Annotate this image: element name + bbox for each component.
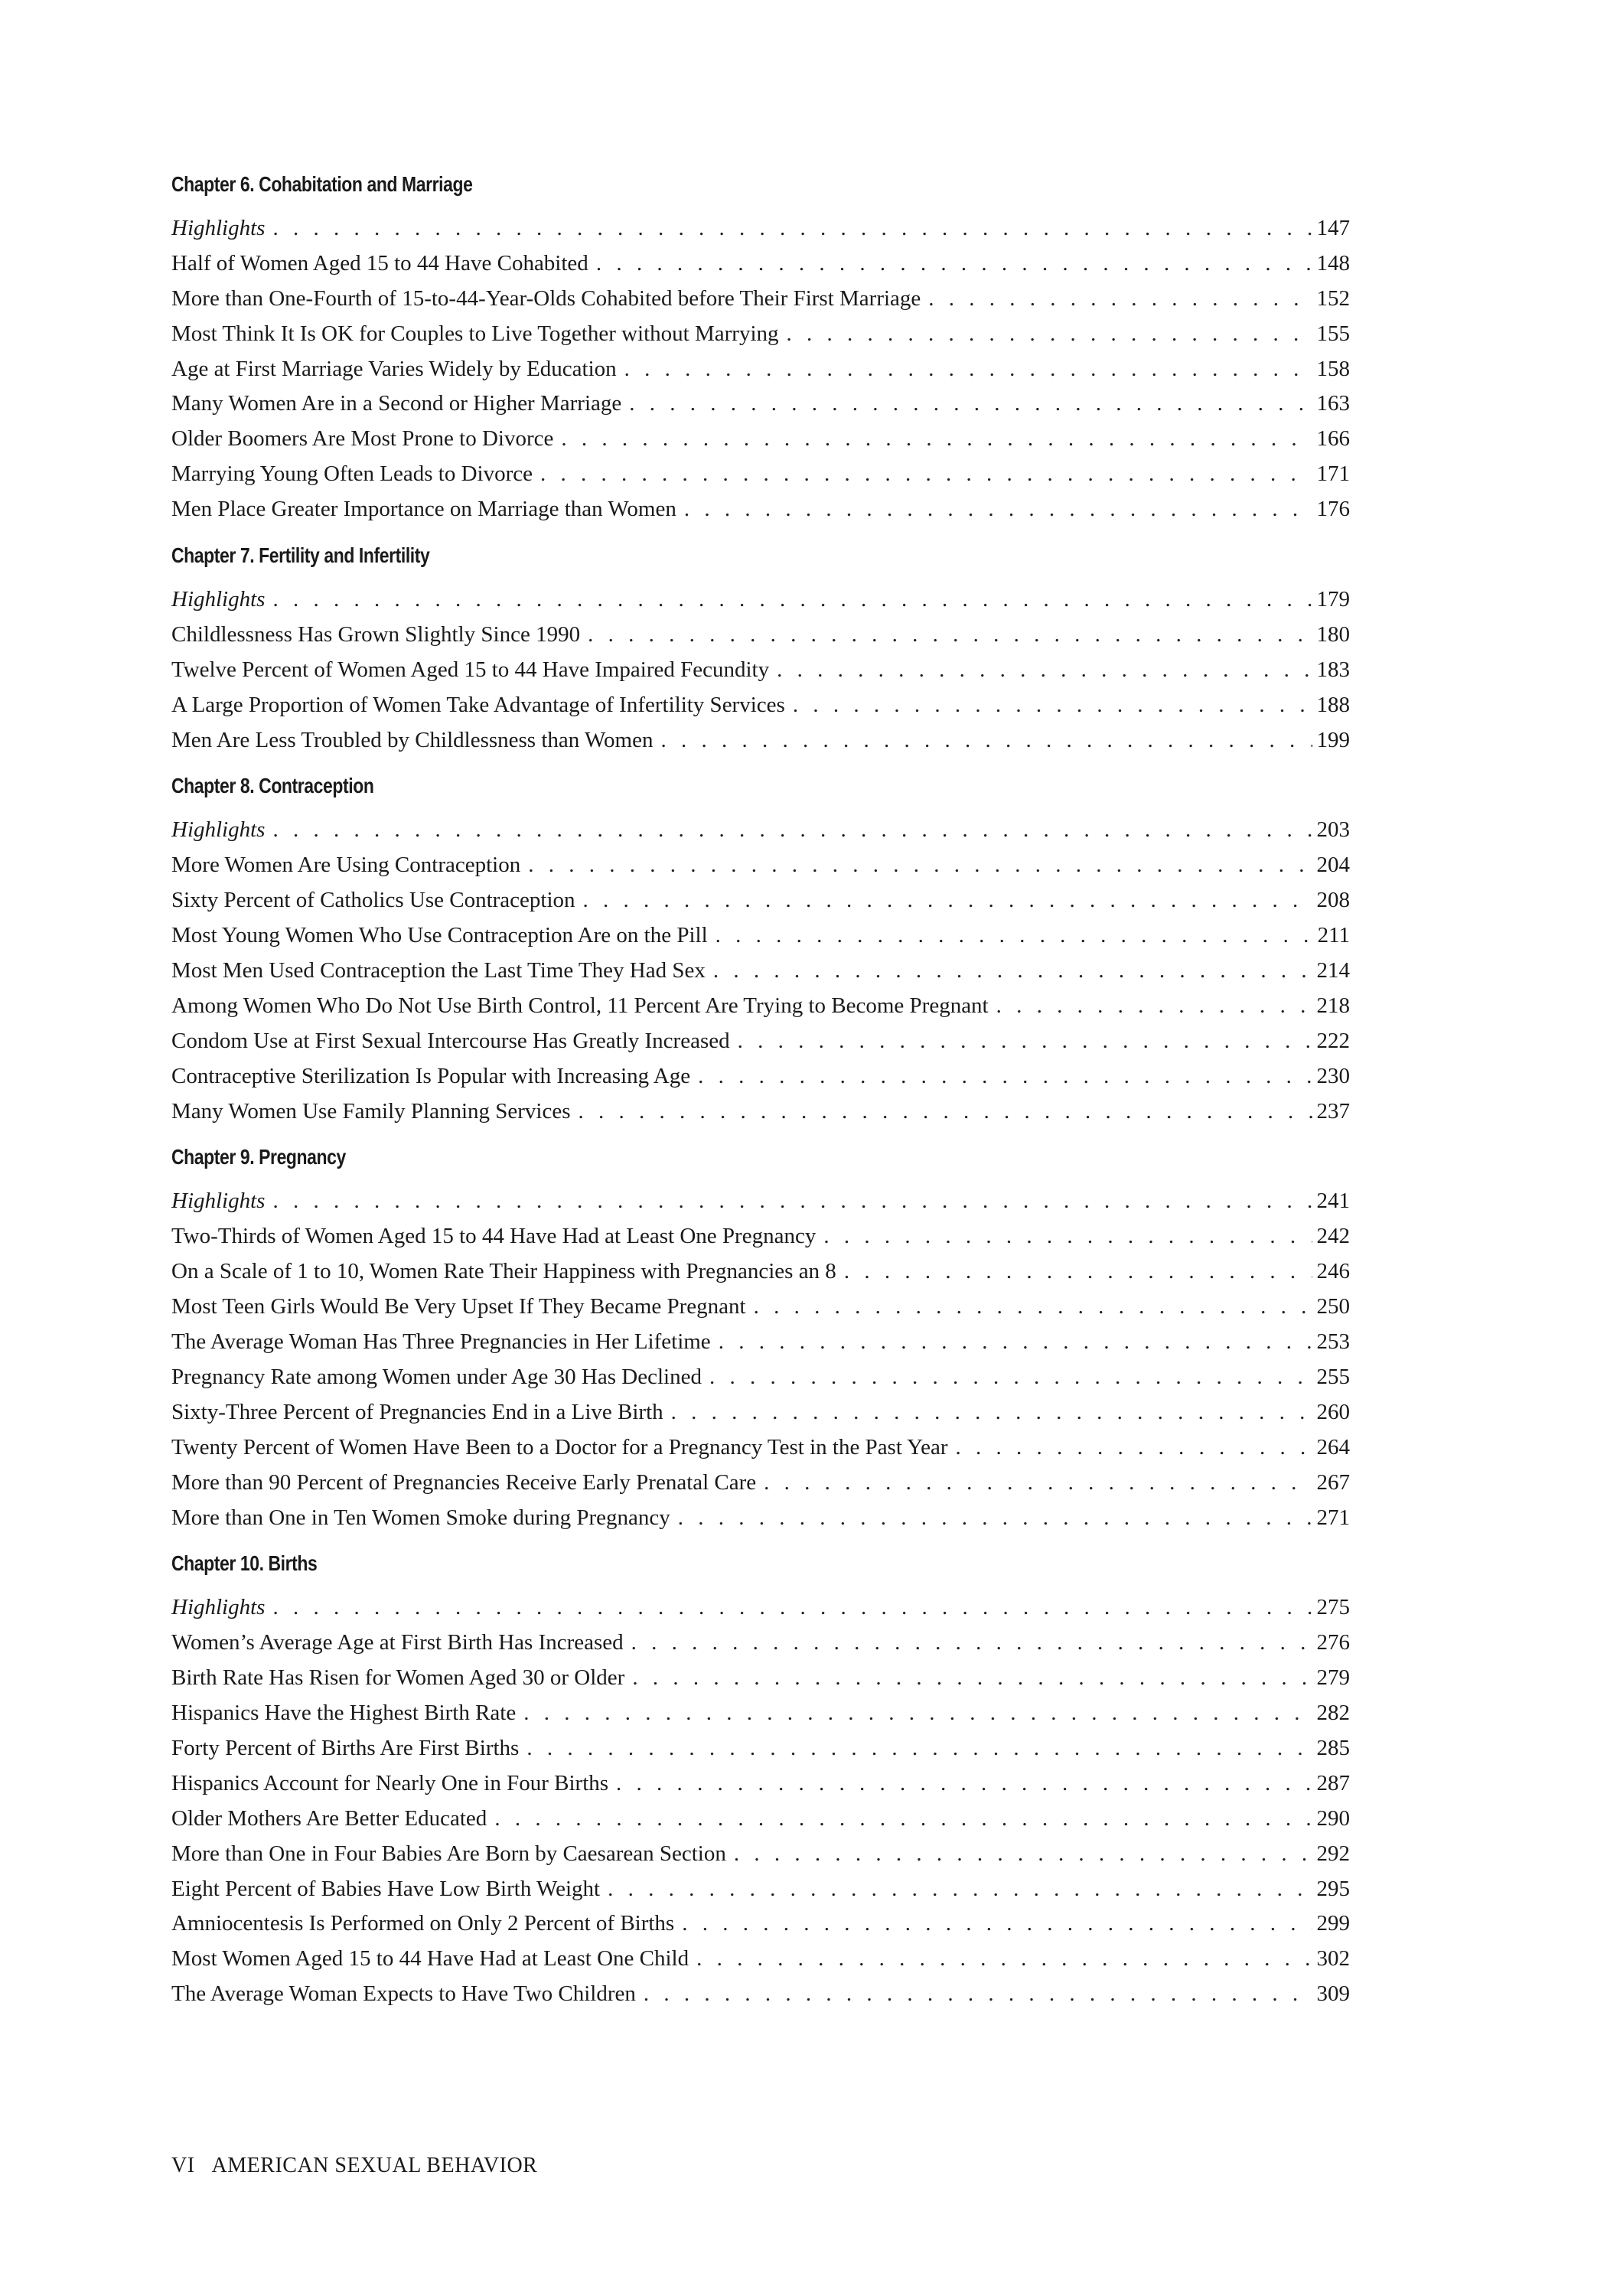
toc-entry-title: Hispanics Have the Highest Birth Rate: [171, 1701, 517, 1726]
toc-entry[interactable]: [171, 688, 1350, 723]
dot-leader: [671, 1395, 1312, 1430]
toc-entry-title: Highlights: [171, 817, 266, 843]
toc-entry-page-number: 246: [1316, 1259, 1350, 1284]
dot-leader: [624, 352, 1312, 387]
toc-entry-title: Men Place Greater Importance on Marriage than Women: [171, 497, 676, 522]
toc-entry-title: Older Mothers Are Better Educated: [171, 1805, 487, 1831]
toc-entry[interactable]: [171, 1802, 1350, 1837]
table-of-contents: [171, 167, 1350, 2012]
dot-leader: [644, 1977, 1312, 2012]
toc-entry-page-number: 264: [1316, 1434, 1350, 1459]
dot-leader: [713, 954, 1312, 989]
chapter-section: [171, 1140, 1350, 1535]
toc-entry-page-number: 230: [1316, 1063, 1350, 1088]
toc-entry[interactable]: [171, 282, 1350, 317]
toc-entry[interactable]: [171, 1325, 1350, 1360]
toc-entry[interactable]: [171, 1837, 1350, 1872]
toc-entry-title: Most Young Women Who Use Contraception Are on the Pill: [171, 923, 708, 948]
toc-entry[interactable]: [171, 883, 1350, 918]
toc-entry-title: Many Women Are in a Second or Higher Marriage: [171, 391, 622, 416]
toc-entry[interactable]: [171, 954, 1350, 989]
toc-entry-title: Pregnancy Rate among Women under Age 30 Has Declined: [171, 1364, 702, 1389]
toc-entry-page-number: 276: [1316, 1630, 1350, 1655]
dot-leader: [678, 1501, 1312, 1536]
toc-entry[interactable]: [171, 1942, 1350, 1977]
toc-entry-title: Forty Percent of Births Are First Births: [171, 1735, 520, 1760]
toc-entry-title: Men Are Less Troubled by Childlessness than Women: [171, 727, 654, 752]
dot-leader: [526, 1731, 1312, 1766]
toc-entry-page-number: 163: [1316, 391, 1350, 416]
toc-entry-page-number: 152: [1316, 285, 1350, 311]
toc-entry-page-number: 250: [1316, 1294, 1350, 1319]
chapter-heading: Chapter 9. Pregnancy: [171, 1145, 346, 1169]
toc-entry-title: More than One-Fourth of 15-to-44-Year-Olds Cohabited before Their First Marriage: [171, 285, 921, 311]
chapter-heading: Chapter 8. Contraception: [171, 774, 374, 798]
toc-entry-page-number: 260: [1316, 1399, 1350, 1424]
toc-entry[interactable]: [171, 1059, 1350, 1094]
dot-leader: [616, 1766, 1312, 1802]
toc-entry[interactable]: [171, 848, 1350, 883]
toc-entry-page-number: 242: [1316, 1224, 1350, 1249]
toc-entry[interactable]: [171, 918, 1350, 954]
toc-entry-title: Highlights: [171, 1595, 266, 1620]
toc-entry[interactable]: [171, 352, 1350, 387]
toc-entry-page-number: 211: [1317, 923, 1350, 948]
toc-entry[interactable]: [171, 211, 1350, 246]
chapter-heading: Chapter 6. Cohabitation and Marriage: [171, 172, 473, 196]
toc-entry[interactable]: [171, 1977, 1350, 2012]
toc-entry-page-number: 241: [1316, 1189, 1350, 1214]
toc-entry-title: Half of Women Aged 15 to 44 Have Cohabited: [171, 250, 588, 276]
dot-leader: [588, 618, 1312, 653]
toc-entry-title: More than One in Four Babies Are Born by Caesarean Section: [171, 1841, 726, 1866]
toc-entry[interactable]: [171, 1094, 1350, 1130]
toc-entry-title: Age at First Marriage Varies Widely by Education: [171, 356, 617, 381]
toc-entry-page-number: 279: [1316, 1665, 1350, 1691]
toc-entry-title: Contraceptive Sterilization Is Popular with Increasing Age: [171, 1063, 691, 1088]
dot-leader: [754, 1290, 1312, 1325]
page-footer: [171, 2154, 537, 2178]
toc-entry[interactable]: [171, 989, 1350, 1024]
toc-entry[interactable]: [171, 492, 1350, 527]
dot-leader: [660, 723, 1312, 758]
toc-entry[interactable]: [171, 1731, 1350, 1766]
dot-leader: [583, 883, 1312, 918]
chapter-section: [171, 538, 1350, 758]
toc-entry-page-number: 275: [1316, 1595, 1350, 1620]
dot-leader: [777, 653, 1312, 688]
toc-entry[interactable]: [171, 422, 1350, 457]
dot-leader: [956, 1430, 1312, 1466]
dot-leader: [631, 1626, 1312, 1661]
toc-entry-title: On a Scale of 1 to 10, Women Rate Their Happiness with Pregnancies an 8: [171, 1259, 836, 1284]
dot-leader: [596, 246, 1312, 282]
toc-entry[interactable]: [171, 1290, 1350, 1325]
toc-entry-page-number: 166: [1316, 426, 1350, 452]
toc-entry[interactable]: [171, 653, 1350, 688]
toc-entry-title: Two-Thirds of Women Aged 15 to 44 Have Had at Least One Pregnancy: [171, 1224, 817, 1249]
dot-leader: [272, 813, 1312, 848]
chapter-section: [171, 167, 1350, 527]
dot-leader: [494, 1802, 1312, 1837]
dot-leader: [684, 492, 1312, 527]
toc-entry[interactable]: [171, 1254, 1350, 1290]
toc-entry[interactable]: [171, 1872, 1350, 1907]
toc-entry[interactable]: [171, 1906, 1350, 1942]
toc-entry-page-number: 203: [1316, 817, 1350, 843]
toc-entry-page-number: 295: [1316, 1876, 1350, 1901]
toc-entry-page-number: 253: [1316, 1329, 1350, 1355]
dot-leader: [715, 918, 1313, 954]
running-book-title: AMERICAN SEXUAL BEHAVIOR: [211, 2154, 538, 2177]
toc-entry-title: Women’s Average Age at First Birth Has Increased: [171, 1630, 624, 1655]
dot-leader: [738, 1024, 1312, 1059]
dot-leader: [632, 1661, 1312, 1696]
toc-entry[interactable]: [171, 1696, 1350, 1731]
chapter-section: [171, 1546, 1350, 2012]
dot-leader: [764, 1466, 1312, 1501]
toc-entry-page-number: 267: [1316, 1469, 1350, 1495]
toc-entry-title: A Large Proportion of Women Take Advantage of Infertility Services: [171, 692, 785, 717]
toc-entry-title: Older Boomers Are Most Prone to Divorce: [171, 426, 554, 452]
toc-entry[interactable]: [171, 813, 1350, 848]
toc-entry[interactable]: [171, 1430, 1350, 1466]
toc-entry-title: Eight Percent of Babies Have Low Birth Weight: [171, 1876, 601, 1901]
toc-entry-page-number: 214: [1316, 958, 1350, 983]
toc-entry-page-number: 208: [1316, 888, 1350, 913]
dot-leader: [698, 1059, 1312, 1094]
toc-entry-page-number: 188: [1316, 692, 1350, 717]
toc-entry[interactable]: [171, 457, 1350, 492]
toc-entry-title: Marrying Young Often Leads to Divorce: [171, 461, 533, 487]
dot-leader: [528, 848, 1312, 883]
dot-leader: [787, 317, 1312, 352]
chapter-heading: Chapter 10. Births: [171, 1551, 318, 1576]
page-folio: VI: [171, 2154, 195, 2177]
dot-leader: [629, 386, 1312, 422]
toc-entry-title: The Average Woman Has Three Pregnancies in Her Lifetime: [171, 1329, 711, 1355]
toc-entry-page-number: 183: [1316, 657, 1350, 682]
toc-entry-title: Condom Use at First Sexual Intercourse Has Greatly Increased: [171, 1028, 730, 1053]
toc-entry-page-number: 158: [1316, 356, 1350, 381]
dot-leader: [719, 1325, 1312, 1360]
toc-entry[interactable]: [171, 1766, 1350, 1802]
toc-entry[interactable]: [171, 1661, 1350, 1696]
dot-leader: [272, 1184, 1312, 1219]
toc-entry-title: The Average Woman Expects to Have Two Children: [171, 1981, 636, 2007]
toc-entry-title: More Women Are Using Contraception: [171, 853, 521, 878]
toc-entry[interactable]: [171, 386, 1350, 422]
toc-entry-page-number: 290: [1316, 1805, 1350, 1831]
toc-entry[interactable]: [171, 618, 1350, 653]
dot-leader: [608, 1872, 1312, 1907]
toc-entry-page-number: 176: [1316, 497, 1350, 522]
toc-entry-page-number: 292: [1316, 1841, 1350, 1866]
toc-entry[interactable]: [171, 1501, 1350, 1536]
toc-entry-title: Highlights: [171, 1189, 266, 1214]
toc-entry-page-number: 147: [1316, 216, 1350, 240]
toc-entry-page-number: 302: [1316, 1946, 1350, 1971]
toc-entry-page-number: 204: [1316, 853, 1350, 878]
dot-leader: [823, 1219, 1312, 1254]
toc-entry-page-number: 255: [1316, 1364, 1350, 1389]
toc-entry-title: Amniocentesis Is Performed on Only 2 Percent of Births: [171, 1911, 675, 1936]
toc-entry[interactable]: [171, 1024, 1350, 1059]
toc-entry-title: Most Women Aged 15 to 44 Have Had at Least One Child: [171, 1946, 689, 1971]
dot-leader: [540, 457, 1312, 492]
toc-entry-page-number: 282: [1316, 1701, 1350, 1726]
toc-entry[interactable]: [171, 1360, 1350, 1395]
toc-entry-title: Most Think It Is OK for Couples to Live Together without Marrying: [171, 321, 779, 346]
dot-leader: [272, 1590, 1312, 1626]
dot-leader: [793, 688, 1312, 723]
toc-entry-page-number: 199: [1316, 727, 1350, 752]
toc-entry-title: Sixty Percent of Catholics Use Contraception: [171, 888, 575, 913]
dot-leader: [696, 1942, 1312, 1977]
toc-entry-title: Birth Rate Has Risen for Women Aged 30 or Older: [171, 1665, 625, 1691]
toc-entry-page-number: 309: [1316, 1981, 1350, 2007]
toc-entry-title: Most Teen Girls Would Be Very Upset If They Became Pregnant: [171, 1294, 746, 1319]
toc-entry-title: Highlights: [171, 216, 266, 240]
toc-entry-title: More than 90 Percent of Pregnancies Receive Early Prenatal Care: [171, 1469, 757, 1495]
toc-entry-title: Twelve Percent of Women Aged 15 to 44 Have Impaired Fecundity: [171, 657, 770, 682]
toc-entry-page-number: 237: [1316, 1098, 1350, 1124]
toc-entry-page-number: 222: [1316, 1028, 1350, 1053]
dot-leader: [272, 582, 1312, 618]
dot-leader: [272, 211, 1312, 246]
toc-entry[interactable]: [171, 1590, 1350, 1626]
toc-entry-title: Hispanics Account for Nearly One in Four Births: [171, 1770, 609, 1795]
dot-leader: [996, 989, 1312, 1024]
toc-entry-title: Among Women Who Do Not Use Birth Control, 11 Percent Are Trying to Become Pregnant: [171, 993, 989, 1018]
toc-entry-title: Childlessness Has Grown Slightly Since 1990: [171, 621, 581, 647]
toc-entry[interactable]: [171, 317, 1350, 352]
toc-entry-page-number: 299: [1316, 1911, 1350, 1936]
dot-leader: [844, 1254, 1312, 1290]
chapter-section: [171, 768, 1350, 1129]
toc-entry[interactable]: [171, 1466, 1350, 1501]
toc-entry[interactable]: [171, 582, 1350, 618]
toc-entry-title: Many Women Use Family Planning Services: [171, 1098, 571, 1124]
toc-entry-page-number: 271: [1316, 1505, 1350, 1530]
toc-entry[interactable]: [171, 1395, 1350, 1430]
toc-entry-page-number: 287: [1316, 1770, 1350, 1795]
toc-entry-title: More than One in Ten Women Smoke during Pregnancy: [171, 1505, 670, 1530]
toc-entry-page-number: 171: [1316, 461, 1350, 487]
toc-entry-title: Highlights: [171, 587, 266, 612]
toc-entry-page-number: 179: [1316, 587, 1350, 612]
toc-entry[interactable]: [171, 723, 1350, 758]
dot-leader: [561, 422, 1312, 457]
toc-entry-title: Most Men Used Contraception the Last Time They Had Sex: [171, 958, 706, 983]
toc-entry-title: Sixty-Three Percent of Pregnancies End in a Live Birth: [171, 1399, 663, 1424]
dot-leader: [734, 1837, 1312, 1872]
toc-entry-page-number: 180: [1316, 621, 1350, 647]
toc-entry[interactable]: [171, 1219, 1350, 1254]
dot-leader: [523, 1696, 1312, 1731]
toc-entry-page-number: 218: [1316, 993, 1350, 1018]
dot-leader: [579, 1094, 1312, 1130]
dot-leader: [928, 282, 1312, 317]
toc-entry-page-number: 148: [1316, 250, 1350, 276]
toc-entry-title: Twenty Percent of Women Have Been to a Doctor for a Pregnancy Test in the Past Year: [171, 1434, 948, 1459]
toc-entry-page-number: 155: [1316, 321, 1350, 346]
toc-entry-page-number: 285: [1316, 1735, 1350, 1760]
toc-entry[interactable]: [171, 1626, 1350, 1661]
toc-entry[interactable]: [171, 1184, 1350, 1219]
dot-leader: [709, 1360, 1312, 1395]
toc-entry[interactable]: [171, 246, 1350, 282]
chapter-heading: Chapter 7. Fertility and Infertility: [171, 543, 430, 568]
dot-leader: [682, 1906, 1312, 1942]
